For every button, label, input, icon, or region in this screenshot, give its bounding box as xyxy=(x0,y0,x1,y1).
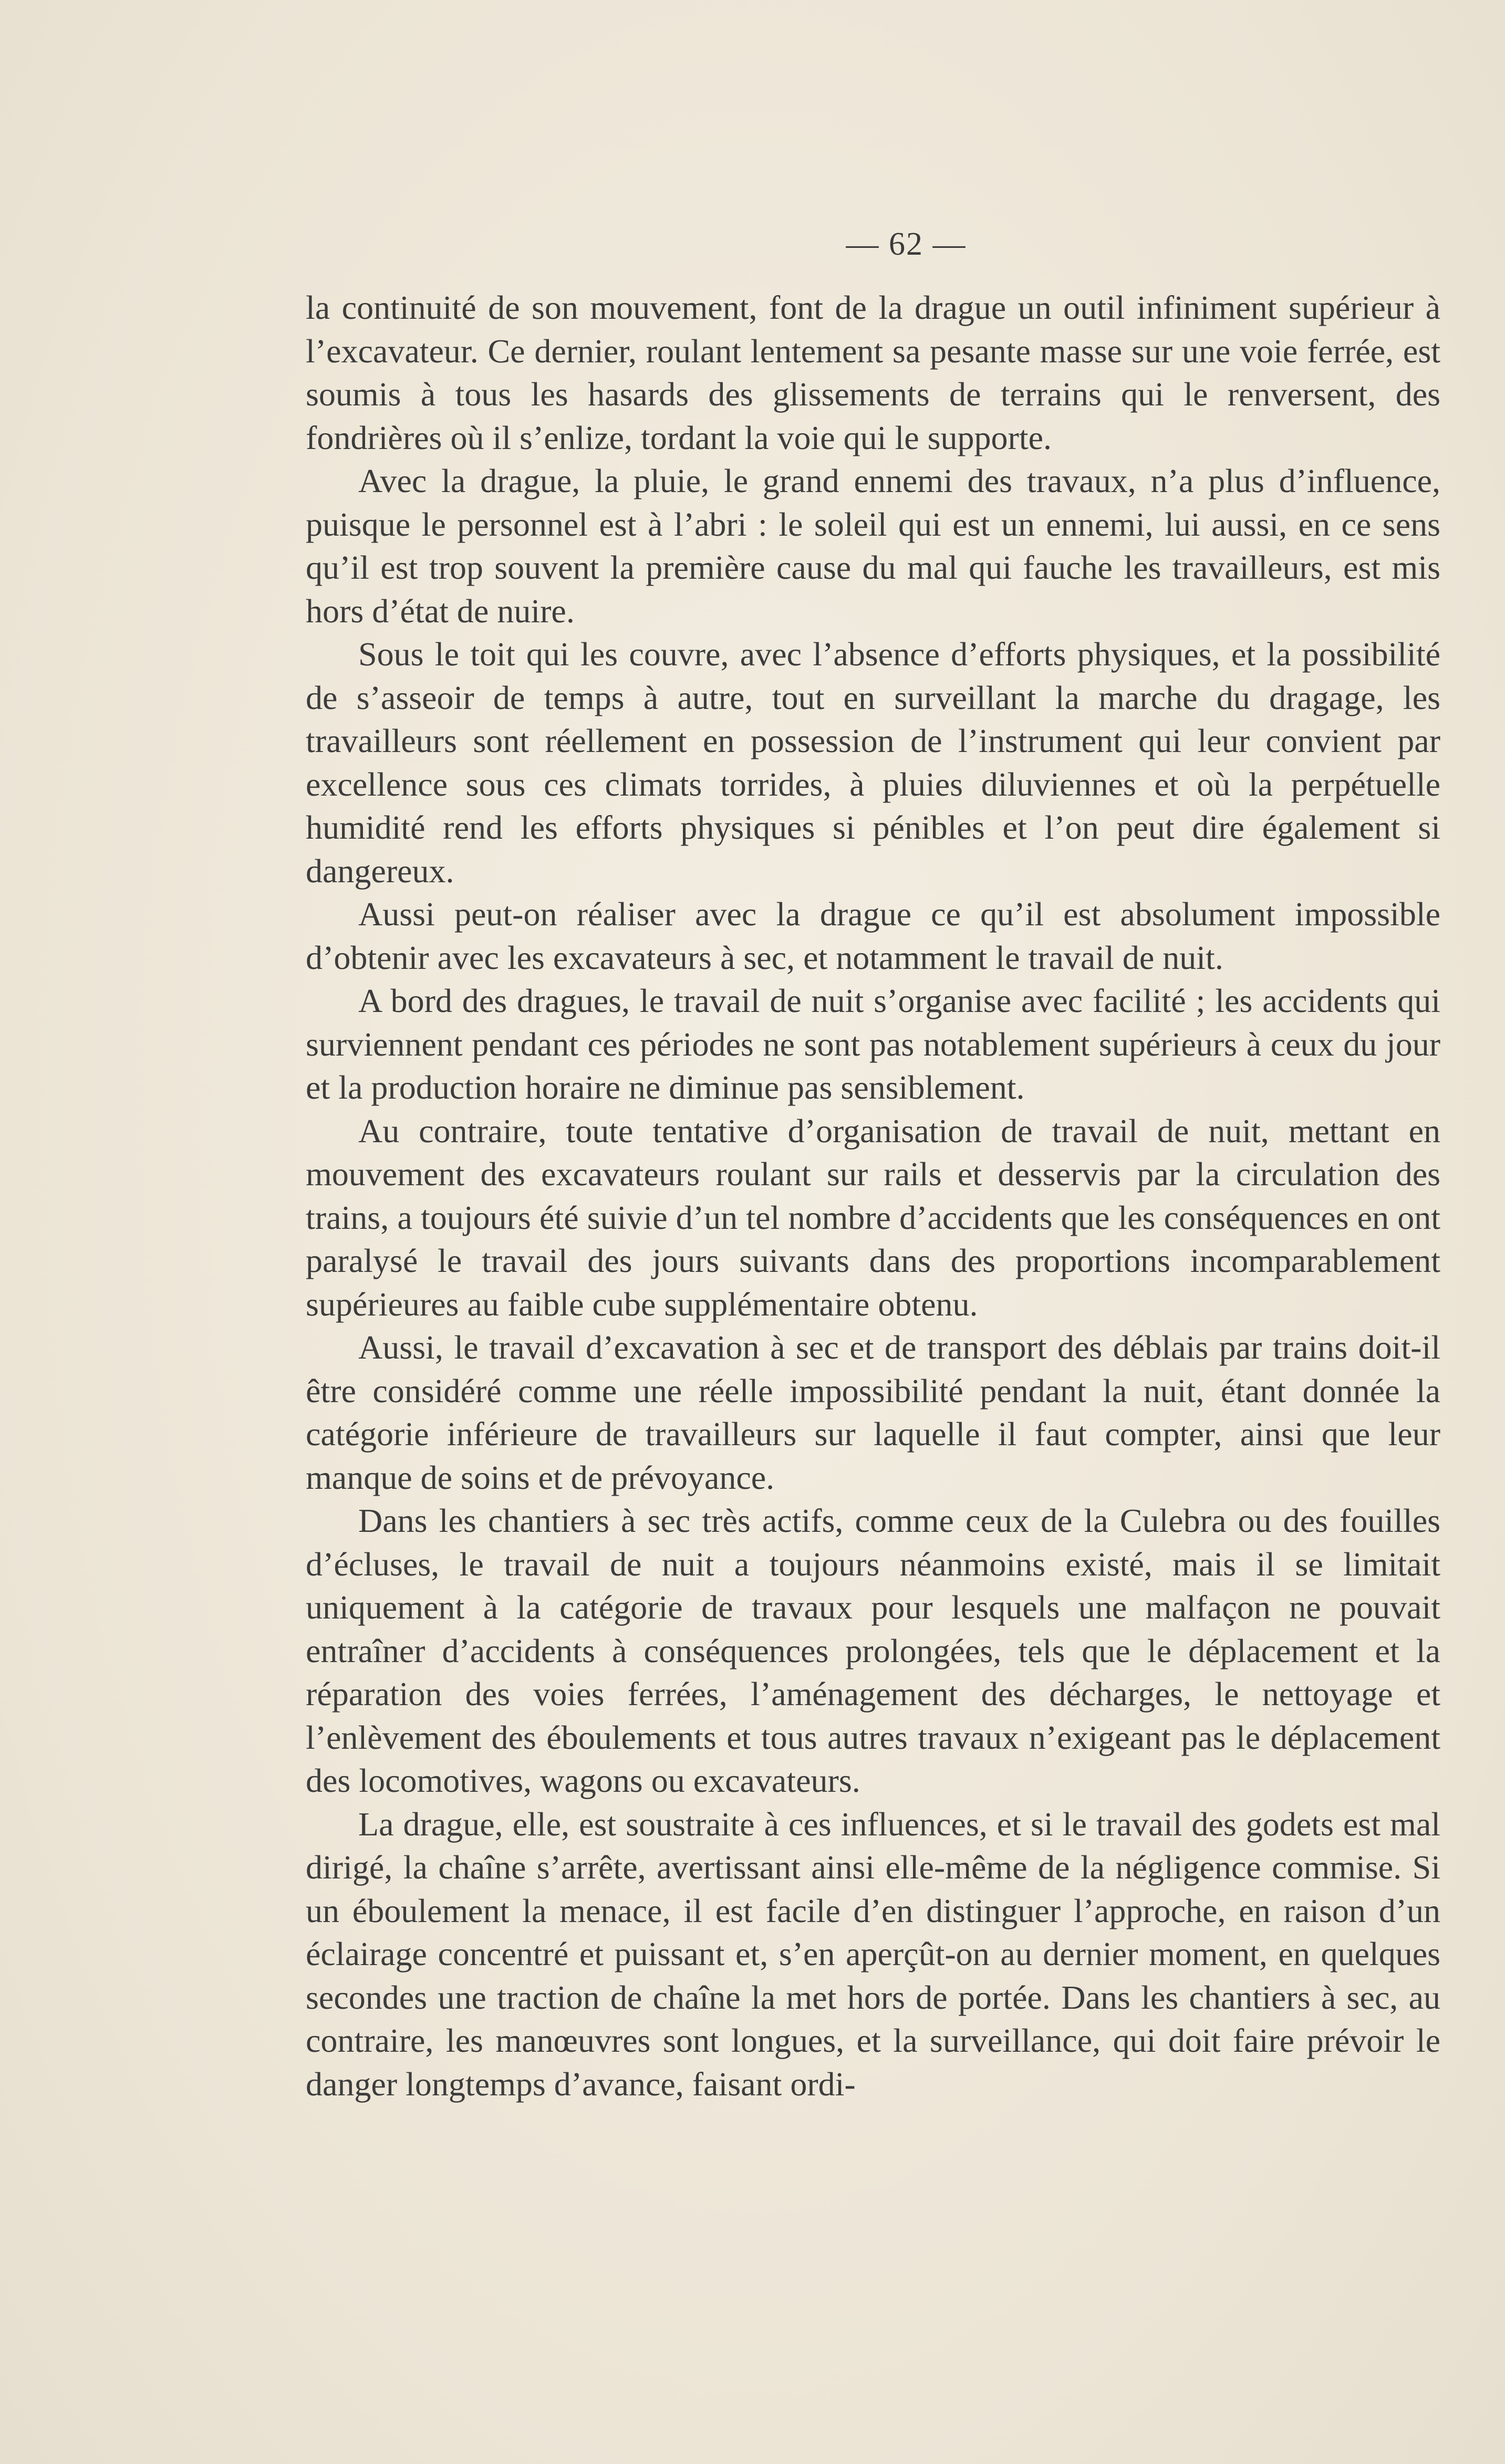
paragraph-continuation: la continuité de son mouvement, font de la drague un outil infiniment supérieur à l’excavateur. Ce dernier, roulant lentement sa pesante masse sur une voie ferrée, est soumis à tous les hasards des glissements de terrains qui le renversent, des fondrières où il s’enlize, tordant la voie qui le supporte. xyxy=(306,289,1440,456)
paragraph: Au contraire, toute tentative d’organisation de travail de nuit, mettant en mouvement des excavateurs roulant sur rails et desservis par la circulation des trains, a toujours été suivie d’un tel nombre d’accidents que les conséquences en ont paralysé le travail des jours suivants dans des proportions incomparablement supérieures au faible cube supplémentaire obtenu. xyxy=(306,1112,1440,1323)
body-text xyxy=(306,286,1440,2106)
paragraph: A bord des dragues, le travail de nuit s’organise avec facilité ; les accidents qui surviennent pendant ces périodes ne sont pas notablement supérieurs à ceux du jour et la production horaire ne diminue pas sensiblement. xyxy=(306,982,1440,1106)
paragraph: Dans les chantiers à sec très actifs, comme ceux de la Culebra ou des fouilles d’écluses, le travail de nuit a toujours néanmoins existé, mais il se limitait uniquement à la catégorie de travaux pour lesquels une malfaçon ne pouvait entraîner d’accidents à conséquences prolongées, tels que le déplacement et la réparation des voies ferrées, l’aménagement des décharges, le nettoyage et l’enlèvement des éboulements et tous autres travaux n’exigeant pas le déplacement des locomotives, wagons ou excavateurs. xyxy=(306,1502,1440,1799)
paragraph: Sous le toit qui les couvre, avec l’absence d’efforts physiques, et la possibilité de s’asseoir de temps à autre, tout en surveillant la marche du dragage, les travailleurs sont réellement en possession de l’instrument qui leur convient par excellence sous ces climats torrides, à pluies diluviennes et où la perpétuelle humidité rend les efforts physiques si pénibles et l’on peut dire également si dangereux. xyxy=(306,635,1440,890)
paragraph: La drague, elle, est soustraite à ces influences, et si le travail des godets est mal dirigé, la chaîne s’arrête, avertissant ainsi elle-même de la négligence commise. Si un éboulement la menace, il est facile d’en distinguer l’approche, en raison d’un éclairage concentré et puissant et, s’en aperçût-on au dernier moment, en quelques secondes une traction de chaîne la met hors de portée. Dans les chantiers à sec, au contraire, les manœuvres sont longues, et la surveillance, qui doit faire prévoir le danger longtemps d’avance, faisant ordi- xyxy=(306,1805,1440,2103)
paragraph: Aussi, le travail d’excavation à sec et de transport des déblais par trains doit-il être considéré comme une réelle impossibilité pendant la nuit, étant donnée la catégorie inférieure de travailleurs sur laquelle il faut compter, ainsi que leur manque de soins et de prévoyance. xyxy=(306,1329,1440,1496)
page-number: — 62 — xyxy=(846,226,967,262)
paragraph: Aussi peut-on réaliser avec la drague ce qu’il est absolument impossible d’obtenir avec les excavateurs à sec, et notamment le travail de nuit. xyxy=(306,895,1440,976)
paragraph: Avec la drague, la pluie, le grand ennemi des travaux, n’a plus d’influence, puisque le personnel est à l’abri : le soleil qui est un ennemi, lui aussi, en ce sens qu’il est trop souvent la première cause du mal qui fauche les travailleurs, est mis hors d’état de nuire. xyxy=(306,462,1440,630)
